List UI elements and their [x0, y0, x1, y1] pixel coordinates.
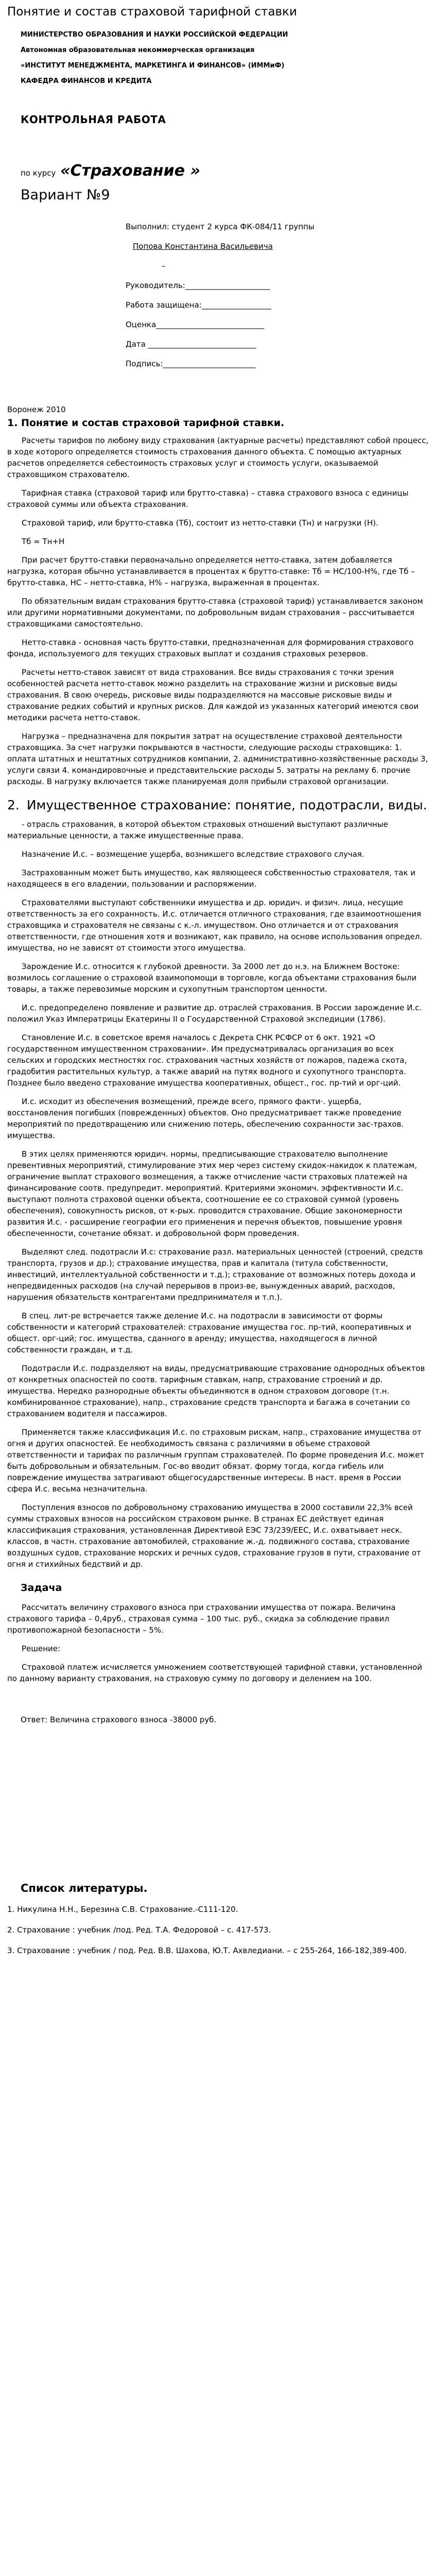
- section-1-paragraph: Нетто-ставка - основная часть брутто-ставки, предназначенная для формирования страхового фонда, используемого для текущих страховых выплат и создания страховых резервов.: [7, 638, 414, 658]
- section-1-title: 1. Понятие и состав страховой тарифной ставки.: [7, 417, 285, 429]
- answer-text: Ответ: Величина страхового взноса -38000 руб.: [21, 1715, 217, 1724]
- literature-item: 3. Страхование : учебник / под. Ред. В.В. Шахова, Ю.Т. Ахвледиани. – с 255-264, 166-182,389-400.: [7, 1946, 407, 1955]
- section-2-paragraph: Подотрасли И.с. подразделяют на виды, предусматривающие страхование однородных объектов от конкретных опасностей по соотв. тарифным ставкам, напр, страхование строений и др. имущества. Нередко разнородные объекты объединяются в одном страховом договоре (т.н. комбинированное страхование), напр., страхование средств транспорта и багажа в сочетании со страхованием водителя и пассажиров.: [7, 1364, 425, 1418]
- section-2-number: 2.: [7, 798, 20, 812]
- section-1-body: [7, 435, 429, 787]
- supervisor-line: Руководитель:______________________: [126, 281, 270, 290]
- date-line: Дата ____________________________: [126, 340, 256, 349]
- section-2-paragraph: Применяется также классификация И.с. по страховым рискам, напр., страхование имущества от огня и других опасностей. Ее необходимость связана с различиями в объеме страховой ответственности и тарифах по различным группам страхователей. По форме проведения И.с. может быть добровольным и обязательным. Гос-во вводит обязат. форму тогда, когда гибель или повреждение имущества затрагивают общегосударственные интересы. В наст. время в России сфера И.с. весьма незначительна.: [7, 1428, 425, 1494]
- course-line: [21, 162, 429, 180]
- signature-line: Подпись:________________________: [126, 359, 256, 368]
- course-subject: «Страхование »: [60, 162, 200, 180]
- signature-block: [126, 222, 429, 369]
- grade-line: Оценка____________________________: [126, 320, 265, 329]
- section-1-paragraph: Тб = Тн+Н: [22, 537, 65, 546]
- defended-line: Работа защищена:__________________: [126, 300, 271, 310]
- task-text: Рассчитать величину страхового взноса при страховании имущества от пожара. Величина страхового тарифа – 0,4руб., страховая сумма – 100 тыс. руб., скидка за соблюдение правил противопожарной безопасности – 5%.: [7, 1603, 396, 1635]
- title-page-header: [21, 29, 429, 88]
- student-name: Попова Константина Васильевича: [133, 242, 273, 251]
- control-work-title: КОНТРОЛЬНАЯ РАБОТА: [21, 113, 166, 126]
- city-year: Воронеж 2010: [7, 405, 66, 414]
- task-title: Задача: [21, 1582, 62, 1594]
- section-1-paragraph: Нагрузка – предназначена для покрытия затрат на осуществление страховой деятельности страховщика. За счет нагрузки покрываются в частности, следующие расходы страховщика: 1. оплата штатных и нештатных сотрудников компании, 2. административно-хозяйственные расходы 3, услуги связи 4. командировочные и представительские расходы 5. затраты на рекламу 6. прочие расходы. В нагрузку включается также планируемая доля прибыли страховой организации.: [7, 732, 428, 786]
- course-prefix: по курсу: [21, 168, 56, 178]
- section-2-paragraph: Зарождение И.с. относится к глубокой древности. За 2000 лет до н.э. на Ближнем Востоке: возмилось соглашение о страховой взаимопомощи в торговле, когда объектами страхования были товары, а также перевозимые морским и сухопутным транспортом ценности.: [7, 962, 417, 994]
- page-gap: [7, 1724, 429, 1879]
- section-2-title-text: Имущественное страхование: понятие, подотрасли, виды.: [26, 798, 427, 812]
- section-2-body: [7, 819, 429, 1570]
- document-title: Понятие и состав страховой тарифной ставки: [7, 5, 297, 19]
- org-type-line: Автономная образовательная некоммерческая организация: [21, 46, 255, 54]
- section-2-paragraph: Поступления взносов по добровольному страхованию имущества в 2000 составили 22,3% всей суммы страховых взносов на российском страховом рынке. В странах ЕС действует единая классификация страхования, установленная Директивой ЕЭС 73/239/EEC, И.с. охватывает неск. классов, в частн. страхование автомобилей, страхование ж.-д. подвижного состава, страхование воздушных судов, страхование морских и речных судов, страхование грузов в пути, страхование от огня и стихийных бедствий и др.: [7, 1503, 421, 1569]
- section-2-title: [7, 798, 429, 812]
- dash-mark: –: [162, 261, 166, 270]
- section-2-paragraph: И.с. предопределено появление и развитие др. отраслей страхования. В России зарождение И.с. положил Указ Императрицы Екатерины II о Государственной Страховой экспедиции (1786).: [7, 1003, 422, 1024]
- section-2-paragraph: Страхователями выступают собственники имущества и др. юридич. и физич. лица, несущие ответственность за его сохранность. И.с. отличается отличного страхования, где взаимоотношения страховщика и страхователя не связаны с к.-л. имуществом. Оно отличается и от страхования ответственности, где отношения хотя и возникают, как правило, на основе использования определ. имущества, но не зависят от стоимости этого имущества.: [7, 898, 423, 953]
- section-1-paragraph: Страховой тариф, или брутто-ставка (Тб), состоит из нетто-ставки (Тн) и нагрузки (Н).: [22, 518, 378, 528]
- literature-item: 2. Страхование : учебник /под. Ред. Т.А. Федоровой – с. 417-573.: [7, 1925, 271, 1935]
- section-1-paragraph: Тарифная ставка (страховой тариф или брутто-ставка) – ставка страхового взноса с единицы страховой суммы или объекта страхования.: [7, 488, 409, 509]
- section-1-paragraph: При расчет брутто-ставки первоначально определяется нетто-ставка, затем добавляется нагрузка, которая обычно устанавливается в процентах к брутто-ставке: Тб = НС/100-Н%, где Тб – брутто-ставка, НС – нетто-ставка, Н% – нагрузка, выраженная в процентах.: [7, 555, 415, 587]
- ministry-line: МИНИСТЕРСТВО ОБРАЗОВАНИЯ И НАУКИ РОССИЙСКОЙ ФЕДЕРАЦИИ: [21, 31, 288, 39]
- variant-number: Вариант №9: [21, 187, 110, 203]
- section-2-paragraph: Становление И.с. в советское время началось с Декрета СНК РСФСР от 6 окт. 1921 «О государственном имущественном страховании». Им предусматривалась организация во всех сельских и городских местностях гос. страхования частных хозяйств от пожаров, падежа скота, градобития растительных культур, а также аварий на путях водного и сухопутного транспорта. Позднее было введено страхование имущества кооперативных, общест., гос. пр-тий и орг-ций.: [7, 1033, 407, 1088]
- institute-line: «ИНСТИТУТ МЕНЕДЖМЕНТА, МАРКЕТИНГА И ФИНАНСОВ» (ИММиФ): [21, 62, 285, 70]
- section-2-paragraph: И.с. исходит из обеспечения возмещений, прежде всего, прямого факти·. ущерба, восстановления погибших (поврежденных) объектов. Оно предусматривает также проведение мероприятий по предотвращению или снижению потерь, обеспечению сохранности зас-трахов. имущества.: [7, 1097, 404, 1140]
- section-2-paragraph: В спец. лит-ре встречается также деление И.с. на подотрасли в зависимости от формы собственности и категорий страхователей: страхование имущества гос. пр-тий, кооперативных и общест. орг-ций; гос. имущества, сданного в аренду; имущества, находящегося в личной собственности граждан, и т.д.: [7, 1311, 412, 1354]
- section-2-paragraph: Выделяют след. подотрасли И.с: страхование разл. материальных ценностей (строений, средств транспорта, грузов и др.); страхование имущества, прав и капитала (титула собственности, инвестиций, интеллектуальной собственности и т.д.); страхование от возможных потерь дохода и непредвиденных расходов (на случай перерывов в произ-ве, вынужденных аварий, расходов, нарушения обязательств контрагентами предпринимателя и т.п.).: [7, 1247, 423, 1302]
- performed-by: Выполнил: студент 2 курса ФК-084/11 группы: [126, 222, 315, 231]
- literature-title: Список литературы.: [21, 1882, 148, 1894]
- section-1-paragraph: Расчеты тарифов по любому виду страхования (актуарные расчеты) представляют собой процесс, в ходе которого определяется стоимость страхования данного объекта. С помощью актуарных расчетов определяется себестоимость страховых услуг и стоимость услуги, оказываемой страховщиком страхователю.: [7, 436, 429, 479]
- section-1-paragraph: По обязательным видам страхования брутто-ставка (страховой тариф) устанавливается законом или другими нормативными документами, по добровольным видам страхования – рассчитывается страховщиками самостоятельно.: [7, 597, 423, 629]
- section-2-paragraph: - отрасль страхования, в которой объектом страховых отношений выступают различные материальные ценности, а также имущественные права.: [7, 820, 388, 840]
- solution-text: Страховой платеж исчисляется умножением соответствующей тарифной ставки, установленной по данному варианту страхования, на страховую сумму по договору и делением на 100.: [7, 1663, 423, 1683]
- section-2-paragraph: Назначение И.с. – возмещение ущерба, возникшего вследствие страхового случая.: [22, 850, 364, 859]
- section-1-paragraph: Расчеты нетто-ставок зависят от вида страхования. Все виды страхования с точки зрения особенностей расчета нетто-ставок можно разделить на страхование жизни и рисковые виды страхования. В свою очередь, рисковые виды подразделяются на массовые рисковые виды и страхование редких событий и крупных рисков. Для каждой из указанных категорий имеются свои методики расчета нетто-ставок.: [7, 668, 419, 722]
- literature-item: 1. Никулина Н.Н., Березина С.В. Страхование.-С111-120.: [7, 1905, 238, 1914]
- section-2-paragraph: Застрахованным может быть имущество, как являющееся собственностью страхователя, так и находящееся в его владении, пользовании и распоряжении.: [7, 868, 416, 889]
- literature-list: [7, 1904, 429, 1956]
- department-line: КАФЕДРА ФИНАНСОВ И КРЕДИТА: [21, 77, 152, 85]
- section-2-paragraph: В этих целях применяются юридич. нормы, предписывающие страхователю выполнение превентивных мероприятий, стимулирование этих мер через систему скидок-накидок к платежам, ограничение выплат страхового возмещения, а также отчисление части страховых платежей на финансирование соотв. предупредит. мероприятий. Критериями экономич. эффективности И.с. выступают полнота страховой оценки объекта, соотношение ее со страховой суммой (уровень обеспечения), совокупность рисков, от к-рых. проводится страхование. Общие закономерности развития И.с. - расширение географии его применения и перечня объектов, повышение уровня обеспеченности, сочетание обязат. и добровольной форм проведения.: [7, 1149, 417, 1238]
- solution-label: Решение:: [22, 1644, 61, 1653]
